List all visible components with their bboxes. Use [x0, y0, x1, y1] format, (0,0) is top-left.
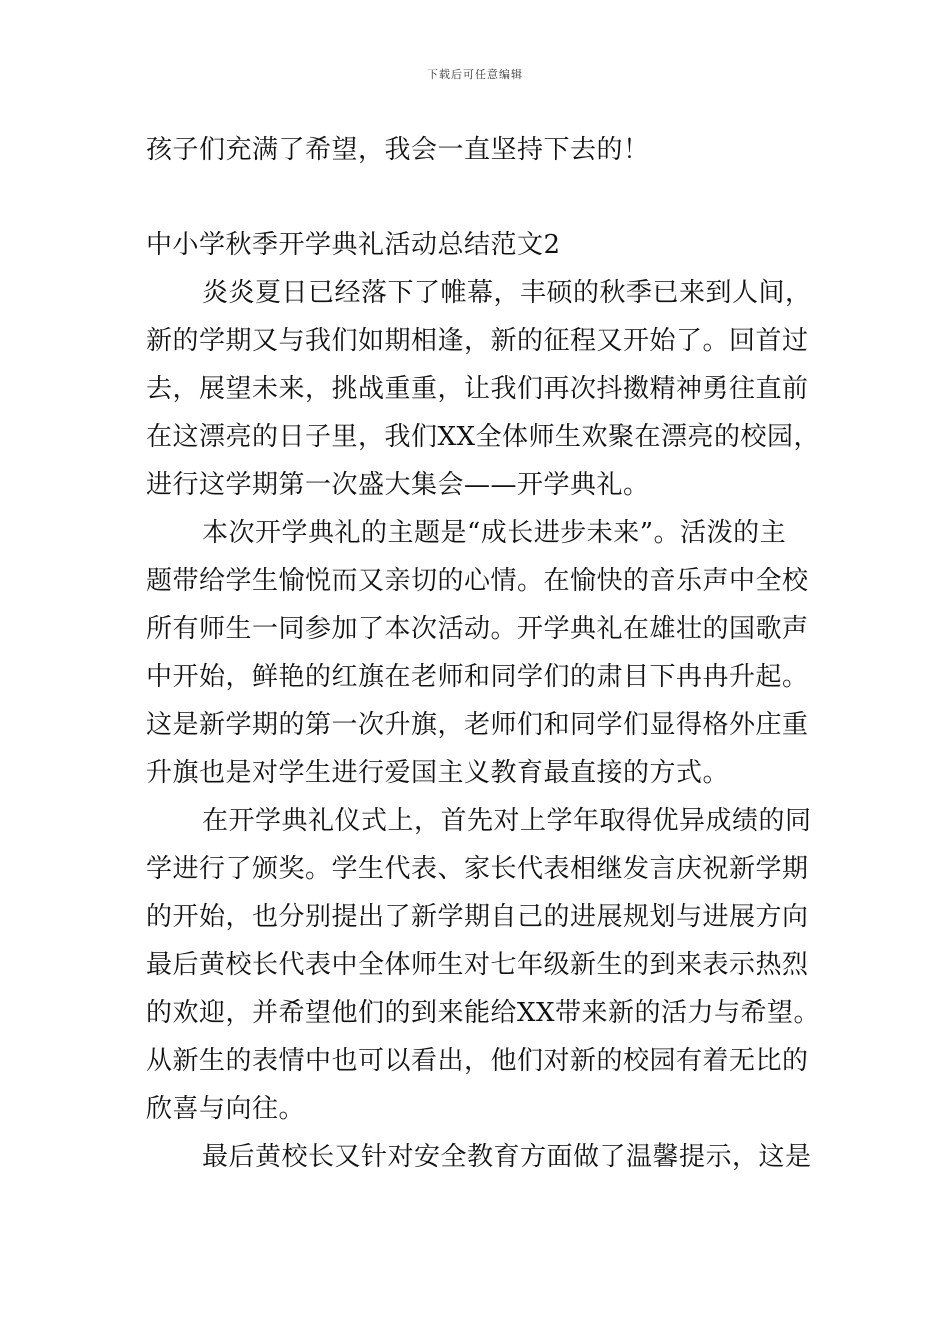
paragraph-line: 中开始，鲜艳的红旗在老师和同学们的肃目下冉冉升起。	[146, 662, 809, 692]
paragraph-line: 题带给学生愉悦而又亲切的心情。在愉快的音乐声中全校	[146, 566, 809, 596]
paragraph-line: 从新生的表情中也可以看出，他们对新的校园有着无比的	[146, 1046, 809, 1076]
paragraph-1	[146, 269, 821, 509]
paragraph-line: 这是新学期的第一次升旗，老师们和同学们显得格外庄重	[146, 710, 809, 740]
paragraph-3	[146, 797, 821, 1133]
paragraph-line: 进行这学期第一次盛大集会——开学典礼。	[146, 470, 650, 500]
paragraph-line: 炎炎夏日已经落下了帷幕，丰硕的秋季已来到人间，	[202, 278, 812, 308]
header-note: 下载后可任意编辑	[427, 68, 523, 81]
paragraph-line: 最后黄校长代表中全体师生对七年级新生的到来表示热烈	[146, 950, 809, 980]
paragraph-line: 的开始，也分别提出了新学期自己的进展规划与进展方向	[146, 902, 809, 932]
paragraph-line: 最后黄校长又针对安全教育方面做了温馨提示，这是	[202, 1142, 812, 1172]
paragraph-line: 欣喜与向往。	[146, 1094, 306, 1124]
paragraph-4	[146, 1133, 810, 1181]
paragraph-line: 升旗也是对学生进行爱国主义教育最直接的方式。	[146, 758, 730, 788]
paragraph-line: 的欢迎，并希望他们的到来能给XX带来新的活力与希望。	[146, 998, 821, 1028]
paragraph-line: 新的学期又与我们如期相逢，新的征程又开始了。回首过	[146, 326, 809, 356]
paragraph-line: 所有师生一同参加了本次活动。开学典礼在雄壮的国歌声	[146, 614, 809, 644]
paragraph-line: 在这漂亮的日子里，我们XX全体师生欢聚在漂亮的校园，	[146, 422, 821, 452]
carryover-line: 孩子们充满了希望，我会一直坚持下去的！	[146, 135, 650, 165]
paragraph-2	[146, 509, 810, 797]
paragraph-line: 本次开学典礼的主题是“成长进步未来”。活泼的主	[202, 518, 787, 548]
document-body	[146, 126, 821, 1181]
paragraph-line: 去，展望未来，挑战重重，让我们再次抖擞精神勇往直前	[146, 374, 809, 404]
paragraph-line: 学进行了颁奖。学生代表、家长代表相继发言庆祝新学期	[146, 854, 809, 884]
section-title: 中小学秋季开学典礼活动总结范文2	[146, 230, 561, 260]
paragraph-line: 在开学典礼仪式上，首先对上学年取得优异成绩的同	[202, 806, 812, 836]
